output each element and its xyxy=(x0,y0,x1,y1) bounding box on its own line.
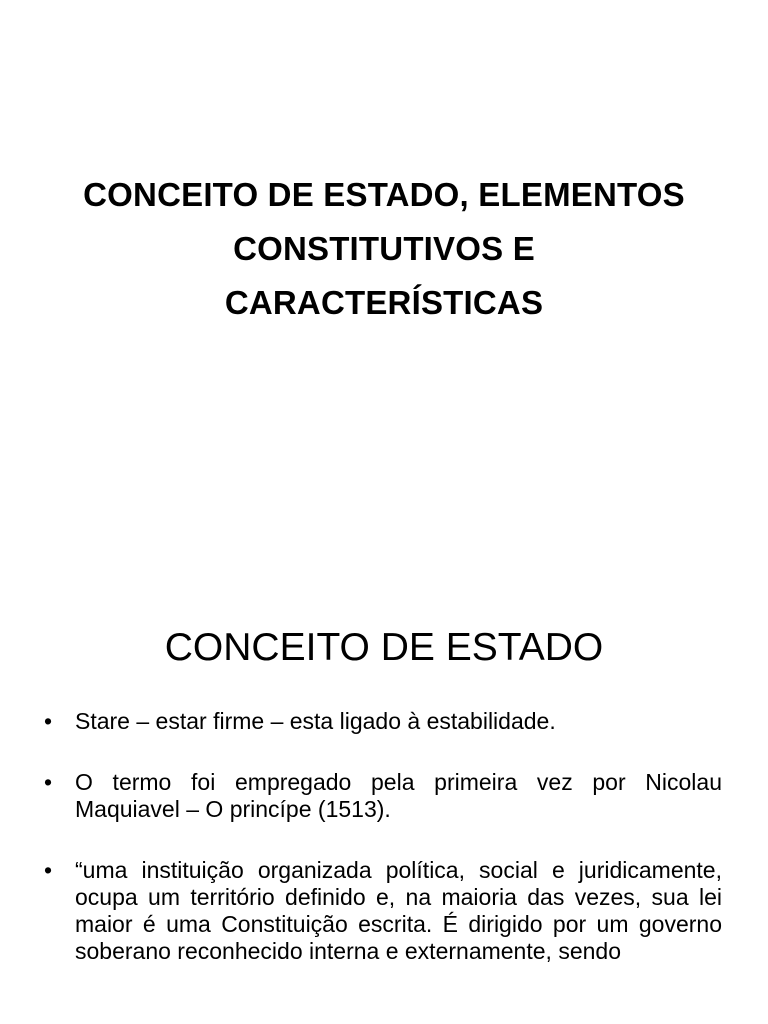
section-title: CONCEITO DE ESTADO xyxy=(164,626,604,669)
title-line: CONSTITUTIVOS E xyxy=(233,230,535,267)
bullet-item xyxy=(44,769,722,823)
bullet-text: “uma instituição organizada política, social e juridicamente, ocupa um território definido e, na maioria das vezes, sua lei maior é uma Constituição escrita. É dirigido por um governo soberano reconhecido interna e externamente, sendo xyxy=(75,857,722,964)
bullet-list xyxy=(44,708,722,999)
bullet-icon: • xyxy=(44,708,53,734)
bullet-icon: • xyxy=(44,857,53,883)
title-line: CONCEITO DE ESTADO, ELEMENTOS xyxy=(83,176,685,213)
bullet-text: Stare – estar firme – esta ligado à estabilidade. xyxy=(75,708,556,734)
title-line: CARACTERÍSTICAS xyxy=(224,284,544,321)
slide-title xyxy=(40,168,728,330)
bullet-item xyxy=(44,857,722,965)
bullet-text: O termo foi empregado pela primeira vez por Nicolau Maquiavel – O princípe (1513). xyxy=(75,769,722,822)
bullet-item xyxy=(44,708,722,735)
bullet-icon: • xyxy=(44,769,53,795)
content-slide xyxy=(0,576,768,1024)
